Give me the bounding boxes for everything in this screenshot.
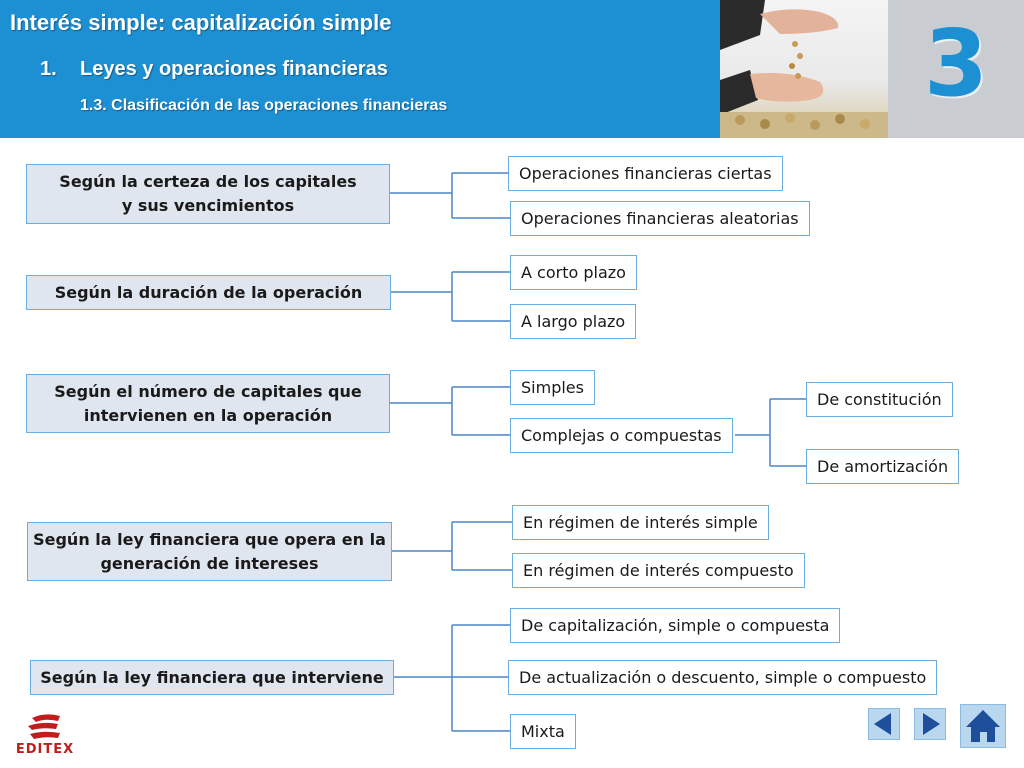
section-number: 1. xyxy=(40,58,57,80)
editex-logo-icon xyxy=(10,712,80,742)
next-button[interactable] xyxy=(914,708,946,740)
prev-button[interactable] xyxy=(868,708,900,740)
option-box: Complejas o compuestas xyxy=(510,418,733,453)
category-box-duration: Según la duración de la operación xyxy=(26,275,391,310)
category-line: Según la certeza de los capitales xyxy=(59,172,357,191)
logo-text: EDITEX xyxy=(15,742,75,757)
option-box: A largo plazo xyxy=(510,304,636,339)
chapter-number: 3 xyxy=(923,10,988,117)
suboption-box: De amortización xyxy=(806,449,959,484)
category-box-certainty xyxy=(26,164,390,224)
editex-logo xyxy=(10,712,80,760)
suboption-box: De constitución xyxy=(806,382,953,417)
option-box: Operaciones financieras ciertas xyxy=(508,156,783,191)
subsection-heading: 1.3. Clasificación de las operaciones financieras xyxy=(80,97,448,114)
category-line: Según la ley financiera que opera en la xyxy=(33,529,386,549)
home-button[interactable] xyxy=(960,704,1006,748)
option-box: De actualización o descuento, simple o compuesto xyxy=(508,660,937,695)
option-box: A corto plazo xyxy=(510,255,637,290)
category-box-number-of-capitals xyxy=(26,374,390,433)
page-title: Interés simple: capitalización simple xyxy=(10,10,392,35)
option-box: En régimen de interés compuesto xyxy=(512,553,805,588)
option-box: De capitalización, simple o compuesta xyxy=(510,608,840,643)
category-line: intervienen en la operación xyxy=(83,405,333,425)
option-box: Simples xyxy=(510,370,595,405)
option-box: En régimen de interés simple xyxy=(512,505,769,540)
home-icon xyxy=(961,705,1005,747)
category-line: generación de intereses xyxy=(100,553,319,573)
category-line: Según el número de capitales que xyxy=(54,381,362,401)
next-arrow-icon xyxy=(915,709,945,739)
prev-arrow-icon xyxy=(869,709,899,739)
section-title: Leyes y operaciones financieras xyxy=(80,58,388,80)
category-box-financial-law: Según la ley financiera que interviene xyxy=(30,660,394,695)
category-box-interest-law xyxy=(27,522,392,581)
option-box: Mixta xyxy=(510,714,576,749)
option-box: Operaciones financieras aleatorias xyxy=(510,201,810,236)
category-line: y sus vencimientos xyxy=(121,196,295,215)
